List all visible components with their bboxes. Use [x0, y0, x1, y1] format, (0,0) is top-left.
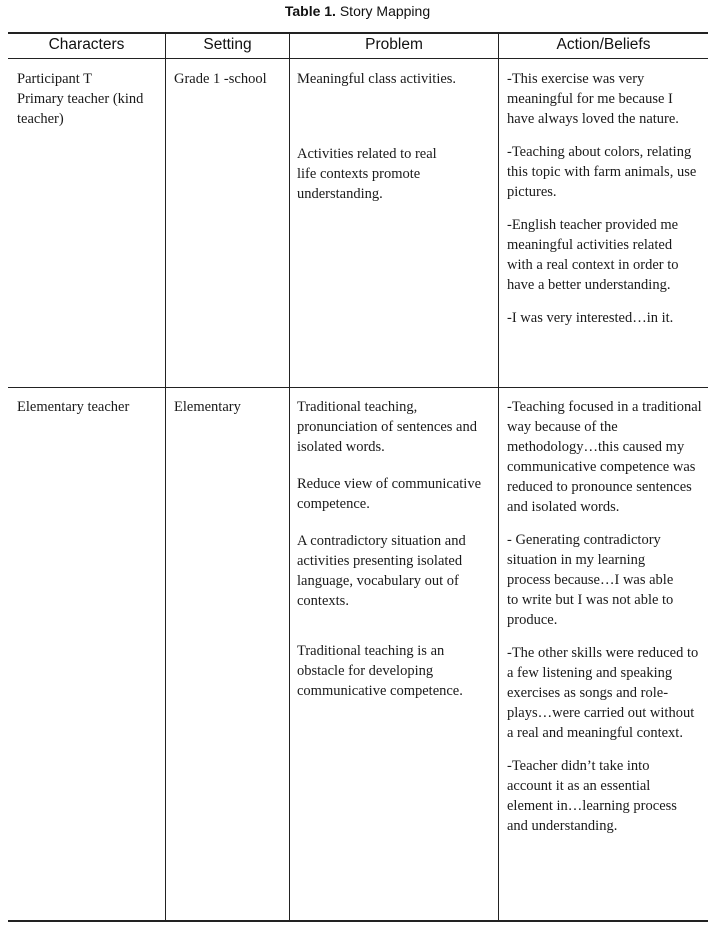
row2-action-item: -The other skills were reduced to a few listening and speaking exercises as songs and role-plays…were carried out without a real and meaningful context.: [507, 645, 699, 741]
table-title: Story Mapping: [339, 3, 431, 19]
row2-problem-item: Traditional teaching is an obstacle for developing communicative competence.: [297, 643, 463, 699]
row2-problem-item: A contradictory situation and activities presenting isolated language, vocabulary out of contexts.: [297, 533, 466, 609]
row2-action-item: -Teaching focused in a traditional way because of the methodology…this caused my communicative competence was reduced to pronounce sentences and isolated words.: [507, 399, 702, 515]
row1-problem-item: Activities related to real life contexts promote understanding.: [297, 146, 437, 202]
table-caption: [0, 3, 715, 19]
table-label: Table 1.: [284, 3, 336, 19]
row2-problem: [297, 397, 495, 701]
row1-action-item: -This exercise was very meaningful for me because I have always loved the nature.: [507, 71, 679, 127]
column-divider: [165, 33, 166, 921]
row2-characters-line: Elementary teacher: [17, 399, 130, 415]
table-top-rule: [8, 32, 708, 34]
header-characters: Characters: [48, 36, 125, 53]
row-divider: [8, 387, 708, 388]
row1-characters-line: Primary teacher (kind: [17, 91, 144, 107]
header-rule: [8, 58, 708, 59]
row1-characters-line: teacher): [17, 111, 64, 127]
row1-problem-item: Meaningful class activities.: [297, 71, 457, 87]
row1-action-item: -Teaching about colors, relating this topic with farm animals, use pictures.: [507, 144, 697, 200]
row1-setting: Grade 1 -school: [174, 71, 267, 87]
row1-action: [507, 69, 704, 328]
header-setting: Setting: [203, 36, 252, 53]
row1-action-item: -I was very interested…in it.: [507, 310, 674, 326]
row1-problem: [297, 69, 493, 204]
header-action-beliefs: Action/Beliefs: [556, 36, 651, 53]
row2-action-item: - Generating contradictory situation in my learning process because…I was able to write but I was not able to produce.: [507, 532, 674, 628]
header-problem: Problem: [365, 36, 423, 53]
column-divider: [289, 33, 290, 921]
row1-action-item: -English teacher provided me meaningful activities related with a real context in order to have a better understanding.: [507, 217, 679, 293]
column-divider: [498, 33, 499, 921]
table-bottom-rule: [8, 920, 708, 922]
row2-setting: Elementary: [174, 399, 241, 415]
row2-characters: [17, 397, 163, 417]
row2-problem-item: Traditional teaching, pronunciation of sentences and isolated words.: [297, 399, 477, 455]
row1-characters: [17, 69, 163, 129]
row2-action-item: -Teacher didn’t take into account it as an essential element in…learning process and understanding.: [507, 758, 677, 834]
row2-action: [507, 397, 704, 836]
row2-problem-item: Reduce view of communicative competence.: [297, 476, 482, 512]
row1-characters-line: Participant T: [17, 71, 93, 87]
